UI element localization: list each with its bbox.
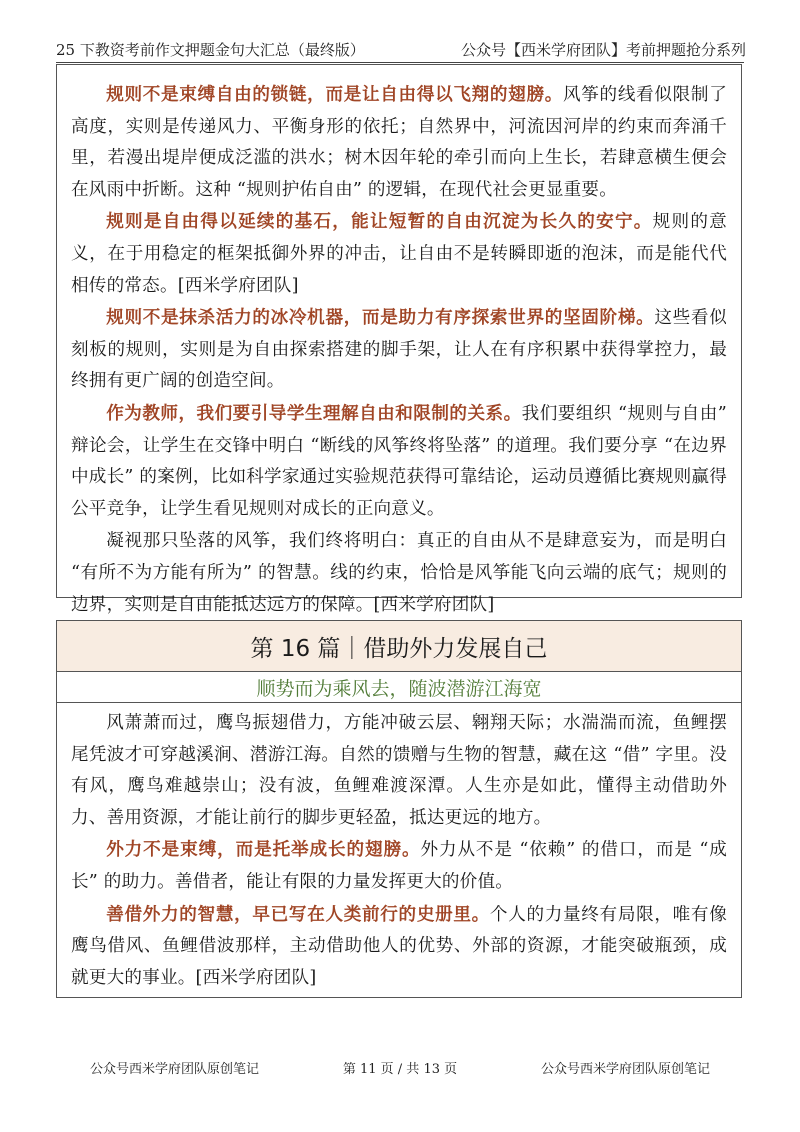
section2-paragraph — [71, 707, 727, 834]
page-number: 第 11 页 / 共 13 页 — [342, 1062, 458, 1077]
paragraph-body: 外力从不是 “依赖” 的借口，而是 “成长” 的助力。善借者，能让有限的力量发挥更大的价值。 — [71, 840, 728, 892]
section2-paragraph — [71, 899, 727, 995]
paragraph-body: 凝视那只坠落的风筝，我们终将明白：真正的自由从不是肆意妄为，而是明白 “有所不为方能有所为” 的智慧。线的约束，恰恰是风筝能飞向云端的底气；规则的边界，实则是自由能抵达远方的保障。[西米学府团队] — [71, 531, 727, 615]
paragraph-body: 这些看似刻板的规则，实则是为自由探索搭建的脚手架，让人在有序积累中获得掌控力，最终拥有更广阔的创造空间。 — [71, 308, 727, 392]
footer-left-text: 公众号西米学府团队原创笔记 — [90, 1062, 260, 1077]
section1-paragraph — [71, 302, 727, 398]
page-header — [56, 36, 746, 60]
section1-paragraph — [71, 206, 727, 302]
section1-paragraph — [71, 79, 727, 206]
paragraph-lead: 规则不是束缚自由的锁链，而是让自由得以飞翔的翅膀。 — [106, 84, 564, 105]
header-right-text: 公众号【西米学府团队】考前押题抢分系列 — [460, 41, 746, 59]
footer-right-text: 公众号西米学府团队原创笔记 — [540, 1062, 710, 1077]
paragraph-lead: 规则是自由得以延续的基石，能让短暂的自由沉淀为长久的安宁。 — [106, 211, 653, 233]
paragraph-body: 规则的意义，在于用稳定的框架抵御外界的冲击，让自由不是转瞬即逝的泡沫，而是能代代相传的常态。[西米学府团队] — [71, 212, 727, 296]
paragraph-body: 我们要组织 “规则与自由” 辩论会，让学生在交锋中明白 “断线的风筝终将坠落” 的道理。我们要分享 “在边界中成长” 的案例，比如科学家通过实验规范获得可靠结论，运动员遵循比赛规则赢得公平竞争，让学生看见规则对成长的正向意义。 — [71, 403, 727, 519]
header-divider — [56, 62, 744, 63]
section2-paragraph — [71, 834, 727, 898]
header-left-text: 25 下教资考前作文押题金句大汇总（最终版） — [56, 41, 365, 59]
paragraph-body: 风筝的线看似限制了高度，实则是传递风力、平衡身形的依托；自然界中，河流因河岸的约束而奔涌千里，若漫出堤岸便成泛滥的洪水；树木因年轮的牵引而向上生长，若肆意横生便会在风雨中折断。这种 “规则护佑自由” 的逻辑，在现代社会更显重要。 — [71, 85, 727, 200]
section2-box — [56, 620, 742, 998]
paragraph-lead: 善借外力的智慧，早已写在人类前行的史册里。 — [106, 903, 490, 925]
section1-box — [56, 64, 742, 615]
paragraph-body: 风萧萧而过，鹰鸟振翅借力，方能冲破云层、翱翔天际；水湍湍而流，鱼鲤摆尾凭波才可穿越溪涧、潜游江海。自然的馈赠与生物的智慧，藏在这 “借” 字里。没有风，鹰鸟难越崇山；没有波，鱼鲤难渡深潭。人生亦是如此，懂得主动借助外力、善用资源，才能让前行的脚步更轻盈，抵达更远的地方。 — [71, 713, 727, 828]
section-title: 第 16 篇｜借助外力发展自己 — [57, 621, 741, 672]
section-subtitle: 顺势而为乘风去，随波潜游江海宽 — [57, 672, 741, 703]
paragraph-lead: 外力不是束缚，而是托举成长的翅膀。 — [106, 839, 421, 861]
section1-paragraph — [71, 525, 727, 621]
paragraph-body: 个人的力量终有局限，唯有像鹰鸟借风、鱼鲤借波那样，主动借助他人的优势、外部的资源，才能突破瓶颈，成就更大的事业。[西米学府团队] — [71, 904, 727, 988]
page-footer — [90, 1058, 710, 1077]
section2-content — [57, 703, 741, 994]
paragraph-lead: 规则不是抹杀活力的冰冷机器，而是助力有序探索世界的坚固阶梯。 — [106, 307, 655, 329]
section1-paragraph — [71, 398, 727, 525]
paragraph-lead: 作为教师，我们要引导学生理解自由和限制的关系。 — [106, 402, 522, 424]
